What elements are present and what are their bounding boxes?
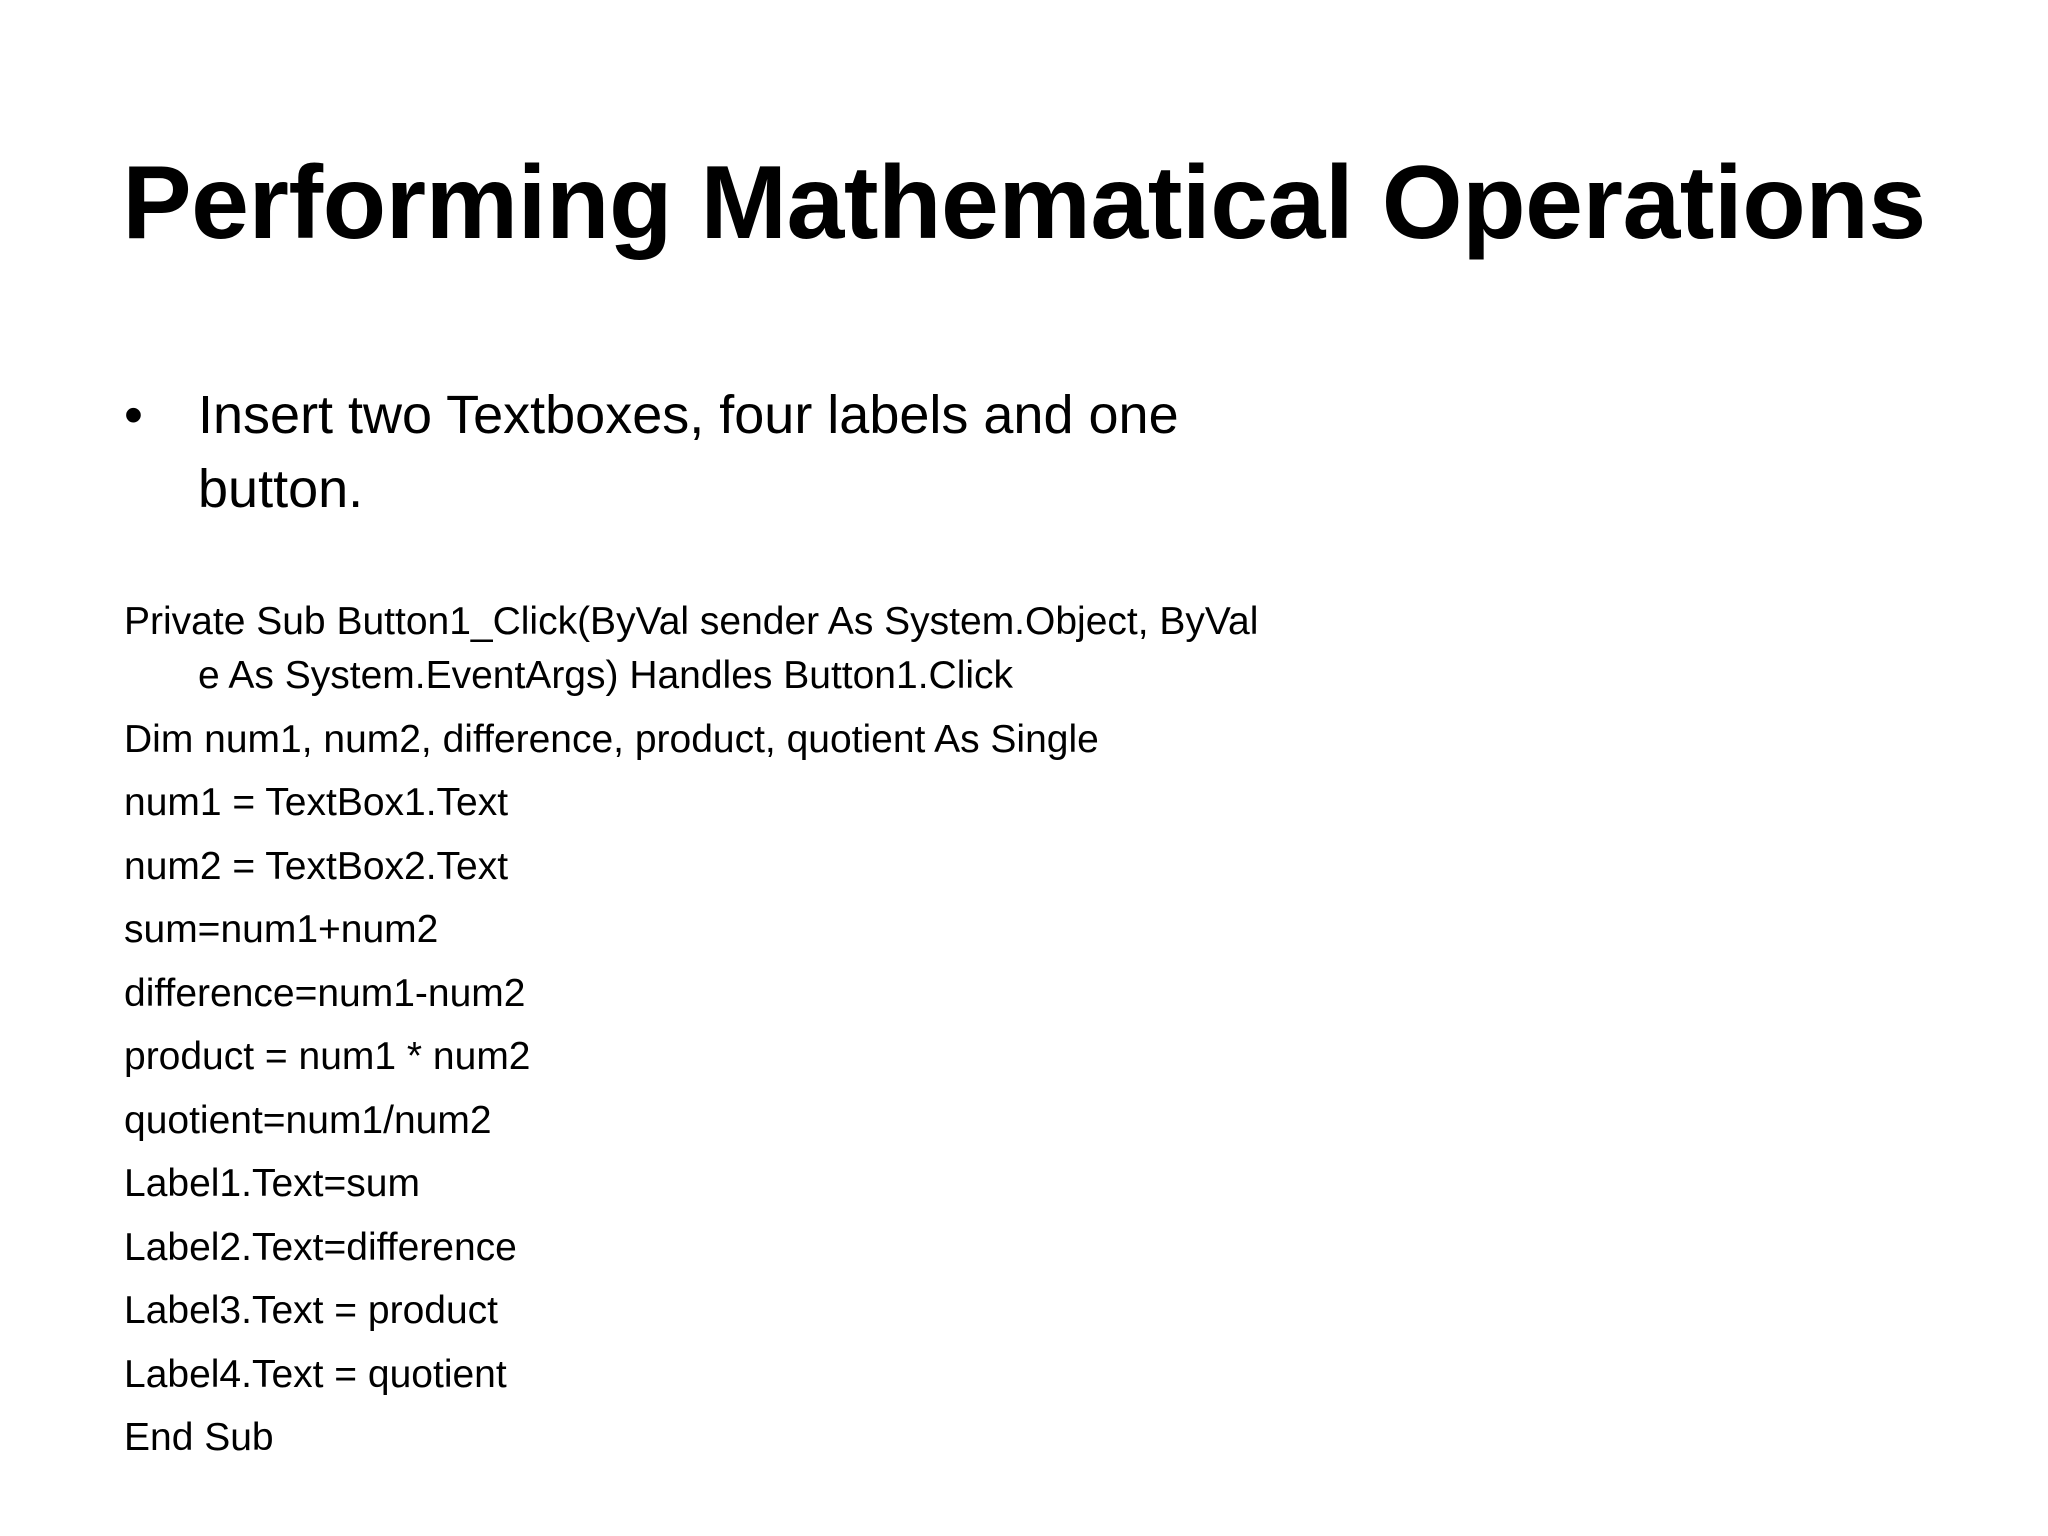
code-block xyxy=(124,595,1284,1475)
code-line: Label2.Text=difference xyxy=(124,1225,517,1269)
slide-title: Performing Mathematical Operations xyxy=(122,145,1926,261)
code-line: difference=num1-num2 xyxy=(124,971,526,1015)
code-line: quotient=num1/num2 xyxy=(124,1098,492,1142)
code-line: sum=num1+num2 xyxy=(124,908,439,951)
code-line: Label3.Text = product xyxy=(124,1289,499,1332)
code-line: Label1.Text=sum xyxy=(124,1162,420,1205)
code-line: num1 = TextBox1.Text xyxy=(124,781,509,824)
code-line: Private Sub Button1_Click(ByVal sender As System.Object, ByVal e As System.EventArgs) Handles Button1.Click xyxy=(124,600,1259,697)
code-line: num2 = TextBox2.Text xyxy=(124,844,509,888)
code-line: product = num1 * num2 xyxy=(124,1035,531,1078)
bullet-marker: • xyxy=(124,385,143,445)
code-line: End Sub xyxy=(124,1416,274,1459)
code-line: Dim num1, num2, difference, product, quotient As Single xyxy=(124,717,1099,761)
bullet-item xyxy=(124,378,1244,526)
code-line: Label4.Text = quotient xyxy=(124,1352,507,1396)
bullet-text: Insert two Textboxes, four labels and one button. xyxy=(198,385,1179,519)
